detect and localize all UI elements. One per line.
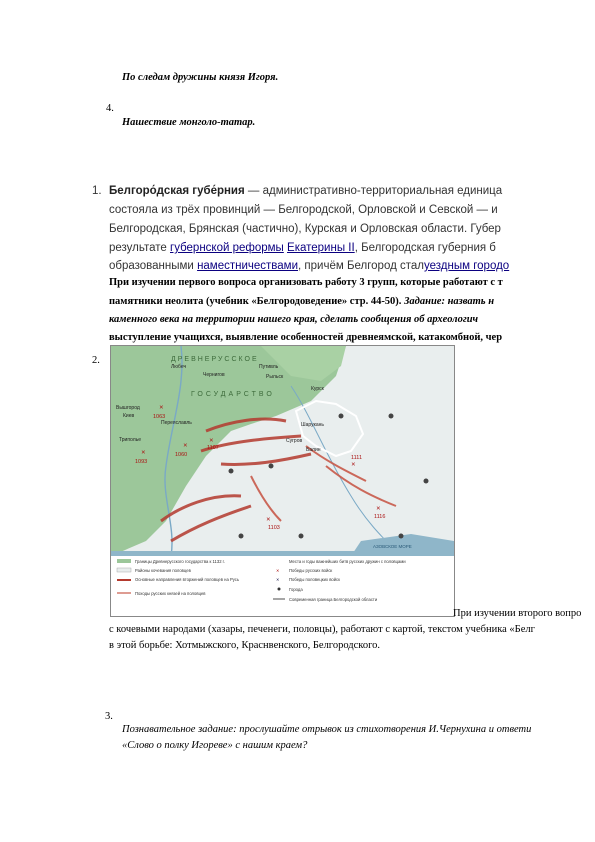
list-number-2: 2. [92, 355, 100, 366]
svg-text:1060: 1060 [175, 452, 188, 458]
task-line2: памятники неолита (учебник «Белгородоведение» стр. 44-50). Задание: назвать н [109, 296, 495, 307]
svg-text:✕: ✕ [159, 405, 164, 411]
map-sea-azov: АЗОВСКОЕ МОРЕ [373, 544, 412, 549]
svg-text:1111: 1111 [351, 455, 363, 461]
legend-item-3: Основные направления вторжений половцев на Русь [135, 577, 240, 582]
list-number-1: 1. [92, 185, 102, 197]
svg-text:✕: ✕ [266, 517, 271, 523]
svg-text:✕: ✕ [276, 577, 280, 582]
map-caption-line3: в этой борьбе: Хотмыжского, Краснвенского, Белгородского. [109, 640, 381, 651]
svg-text:✕: ✕ [209, 438, 214, 444]
svg-text:Чернигов: Чернигов [203, 372, 225, 378]
svg-text:Путивль: Путивль [259, 364, 279, 370]
section-heading-igor: По следам дружины князя Игоря. [122, 72, 279, 83]
svg-text:Киев: Киев [123, 413, 135, 419]
task-line1: При изучении первого вопроса организовать работу 3 групп, которые работают с т [109, 277, 503, 288]
legend-item-4: Походы русских князей на половцев [135, 591, 206, 596]
historical-map [110, 345, 455, 617]
svg-text:1063: 1063 [153, 414, 166, 420]
svg-text:1116: 1116 [374, 514, 386, 520]
list-number-3: 3. [105, 711, 113, 722]
svg-text:1107: 1107 [207, 445, 219, 451]
svg-text:✕: ✕ [376, 506, 381, 512]
link-ekaterina-ii[interactable]: Екатерины II [287, 242, 355, 254]
legend-item-7: Победы половецких войск [289, 577, 340, 582]
svg-text:Балин: Балин [306, 447, 321, 453]
svg-text:Шарукань: Шарукань [301, 422, 325, 428]
task3-line2: «Слово о полку Игореве» с нашим краем? [122, 740, 308, 751]
svg-text:1103: 1103 [268, 525, 280, 531]
svg-text:Любеч: Любеч [171, 364, 187, 370]
svg-text:1093: 1093 [135, 459, 148, 465]
article-line3: Белгородская, Брянская (частично), Курская и Орловская области. Губер [109, 223, 501, 235]
legend-item-5: Места и годы важнейших битв русских дружин с половцами [289, 559, 406, 564]
svg-text:Триполье: Триполье [119, 437, 142, 443]
svg-text:✕: ✕ [276, 568, 280, 573]
task-line3: каменного века на территории нашего края, сделать сообщения об археологич [109, 314, 479, 325]
article-line1-rest: — административно-территориальная единица [244, 185, 503, 197]
article-line2: состояла из трёх провинций — Белгородской, Орловской и Севской — и [109, 204, 498, 216]
svg-text:✕: ✕ [141, 450, 146, 456]
map-title-bottom: ГОСУДАРСТВО [191, 391, 275, 398]
svg-text:Курск: Курск [311, 386, 324, 392]
link-uezdny-gorod[interactable]: уездным городо [424, 260, 510, 272]
link-gubernskaya-reforma[interactable]: губернской реформы [170, 242, 284, 254]
list-number-4: 4. [106, 103, 114, 114]
legend-item-2: Районы кочевания половцев [135, 568, 191, 573]
section-heading-mongol: Нашествие монголо-татар. [122, 117, 256, 128]
link-namestnichestva[interactable]: наместничествами [197, 260, 299, 272]
task3-line1: Познавательное задание: прослушайте отрывок из стихотворения И.Чернухина и ответи [122, 724, 532, 735]
svg-text:Переяславль: Переяславль [161, 420, 192, 426]
task-line4: выступление учащихся, выявление особенностей древнеямской, катакомбной, чер [109, 332, 503, 343]
article-title: Белгоро́дская губе́рния [109, 185, 245, 197]
svg-text:✕: ✕ [351, 462, 356, 468]
legend-item-9: Современная граница Белгородской области [289, 597, 378, 602]
section1-line1 [109, 185, 502, 197]
svg-text:✕: ✕ [183, 443, 188, 449]
article-line4: результате губернской реформы Екатерины II, Белгородская губерния б [109, 242, 496, 254]
legend-item-8: Города [289, 587, 303, 592]
map-graphic [111, 346, 454, 616]
map-title-top: ДРЕВНЕРУССКОЕ [171, 356, 259, 363]
svg-text:Рыльск: Рыльск [266, 374, 284, 380]
map-caption-line1: При изучении второго вопро [453, 608, 582, 619]
legend-item-1: Границы Древнерусского государства к 1132 г. [135, 559, 225, 564]
svg-text:Вышгород: Вышгород [116, 405, 140, 411]
article-line5: образованными наместничествами, причём Белгород сталуездным городо [109, 260, 510, 272]
svg-text:Сугров: Сугров [286, 438, 303, 444]
map-caption-line2: с кочевыми народами (хазары, печенеги, половцы), работают с картой, текстом учебника «Белг [109, 624, 535, 635]
legend-item-6: Победы русских войск [289, 568, 333, 573]
